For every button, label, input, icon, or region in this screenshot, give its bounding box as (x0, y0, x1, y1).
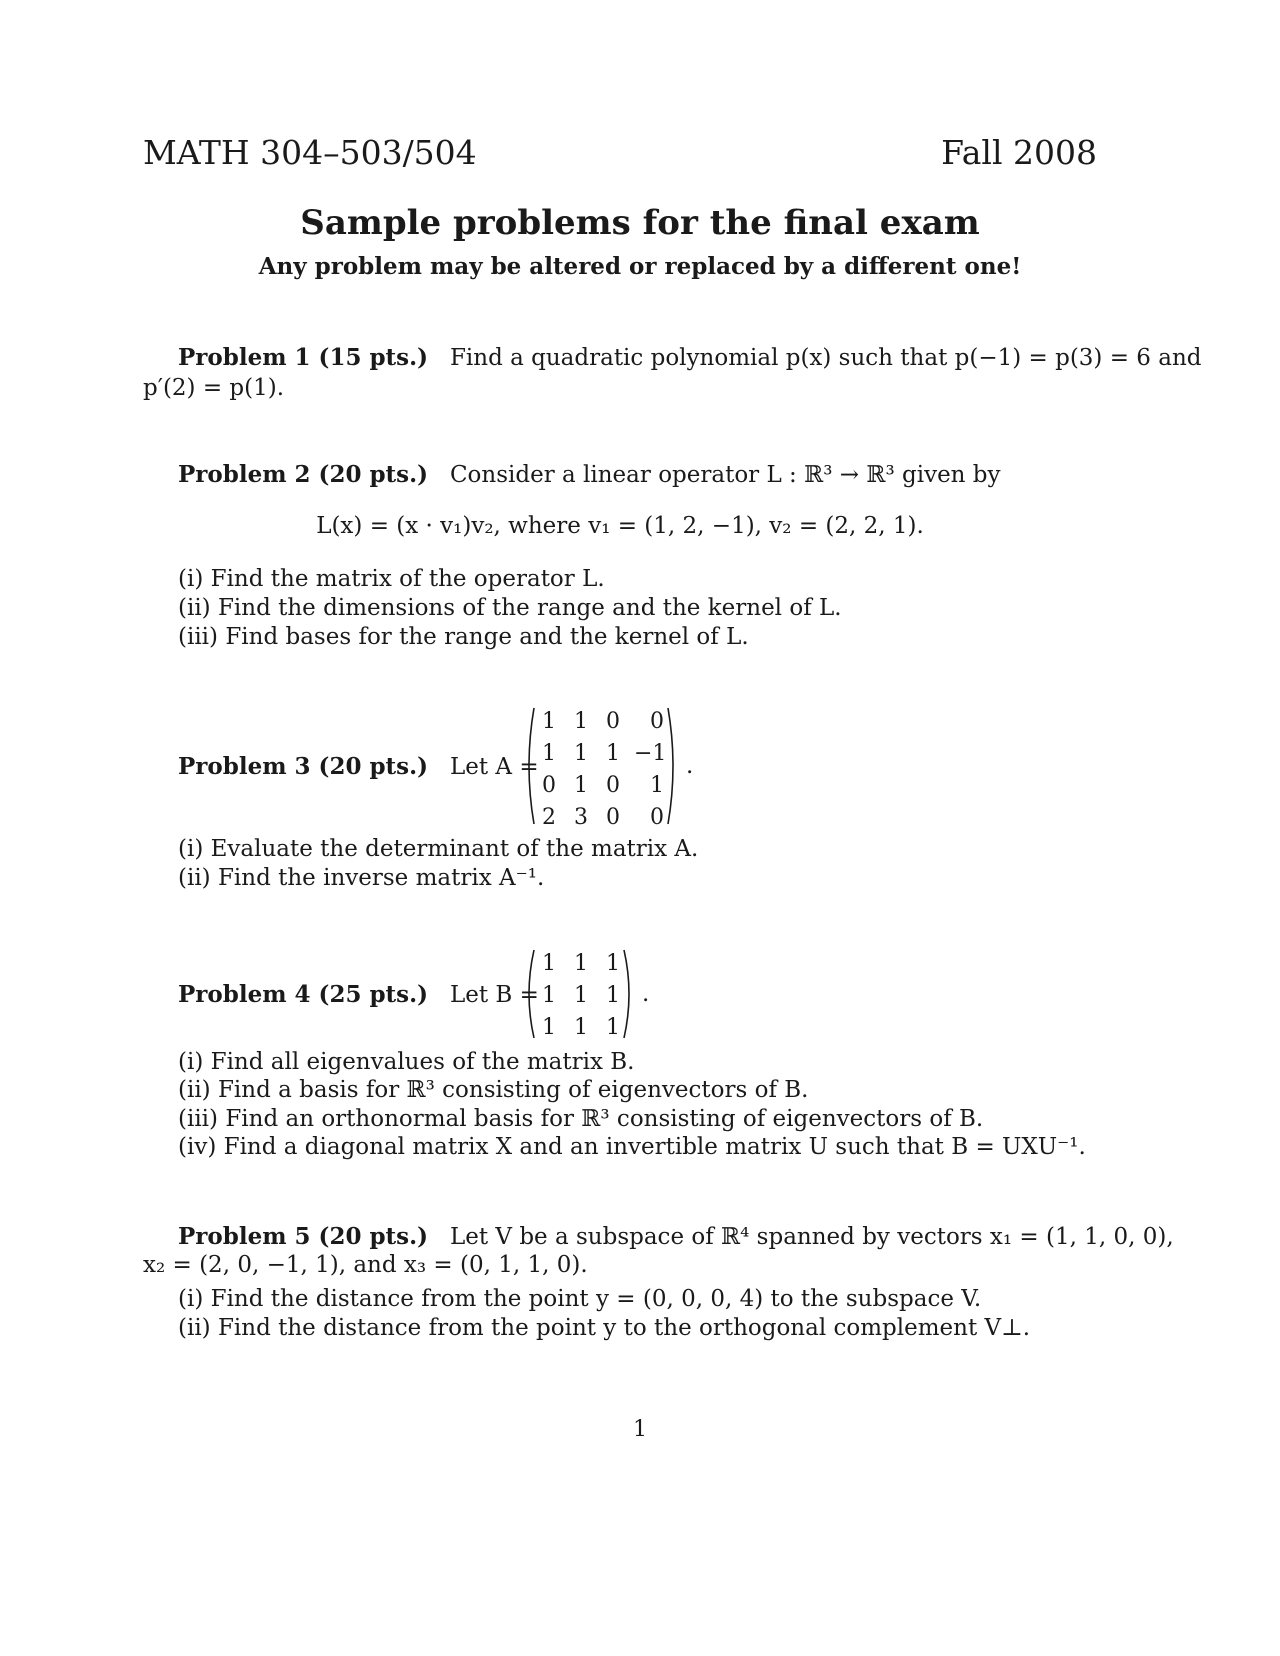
matrix-cell: 1 (542, 1015, 556, 1040)
matrix-cell: 0 (650, 805, 664, 830)
matrix-cell: 1 (542, 709, 556, 734)
right-paren (666, 706, 680, 826)
matrix-a-grid (536, 706, 667, 830)
matrix-cell: 1 (650, 773, 664, 798)
problem-1-heading: Problem 1 (15 pts.) (178, 344, 429, 371)
matrix-cell: 0 (606, 805, 620, 830)
matrix-b-period: . (642, 981, 650, 1007)
matrix-cell: 1 (574, 983, 588, 1008)
problem-4-let: Let B = (449, 982, 539, 1008)
problem-1-continuation: p′(2) = p(1). (143, 375, 285, 401)
matrix-cell: 1 (606, 1015, 620, 1040)
problem-3-heading: Problem 3 (20 pts.) (178, 753, 429, 780)
left-paren (522, 948, 536, 1040)
problem-2-intro: Consider a linear operator L : ℝ³ → ℝ³ given by (449, 462, 1001, 488)
matrix-cell: 1 (542, 983, 556, 1008)
problem-5-part-i: (i) Find the distance from the point y = (0, 0, 0, 4) to the subspace V. (178, 1286, 982, 1312)
matrix-cell: 1 (606, 741, 620, 766)
course-header: MATH 304–503/504 (143, 133, 477, 172)
problem-4-part-iv: (iv) Find a diagonal matrix X and an invertible matrix U such that B = UXU⁻¹. (178, 1134, 1086, 1160)
page-number: 1 (633, 1417, 647, 1442)
problem-2-formula: L(x) = (x · v₁)v₂, where v₁ = (1, 2, −1), v₂ = (2, 2, 1). (316, 513, 924, 539)
problem-3 (178, 753, 539, 780)
matrix-cell: 1 (574, 709, 588, 734)
matrix-cell: 3 (574, 805, 588, 830)
problem-2-part-ii: (ii) Find the dimensions of the range and the kernel of L. (178, 595, 842, 621)
matrix-cell: 1 (574, 741, 588, 766)
right-paren (622, 948, 636, 1040)
problem-5 (178, 1223, 1174, 1250)
matrix-a-period: . (686, 753, 694, 779)
problem-5-continuation: x₂ = (2, 0, −1, 1), and x₃ = (0, 1, 1, 0). (143, 1252, 588, 1278)
problem-1-text: Find a quadratic polynomial p(x) such that p(−1) = p(3) = 6 and (449, 345, 1202, 371)
problem-4-heading: Problem 4 (25 pts.) (178, 981, 429, 1008)
problem-4-part-ii: (ii) Find a basis for ℝ³ consisting of eigenvectors of B. (178, 1077, 809, 1103)
matrix-cell: 1 (606, 951, 620, 976)
problem-2-heading: Problem 2 (20 pts.) (178, 461, 429, 488)
matrix-cell: 1 (542, 741, 556, 766)
matrix-cell: 0 (606, 773, 620, 798)
page-title: Sample problems for the final exam (300, 203, 980, 243)
matrix-b (522, 948, 649, 1040)
matrix-cell: 2 (542, 805, 556, 830)
problem-5-text: Let V be a subspace of ℝ⁴ spanned by vectors x₁ = (1, 1, 0, 0), (449, 1224, 1174, 1250)
left-paren (522, 706, 536, 826)
problem-3-let: Let A = (449, 754, 539, 780)
matrix-cell: 0 (650, 709, 664, 734)
matrix-cell: 0 (542, 773, 556, 798)
matrix-b-grid (536, 948, 622, 1040)
problem-3-part-ii: (ii) Find the inverse matrix A⁻¹. (178, 865, 545, 891)
problem-4-part-iii: (iii) Find an orthonormal basis for ℝ³ consisting of eigenvectors of B. (178, 1106, 984, 1132)
matrix-cell: 1 (606, 983, 620, 1008)
problem-1 (178, 344, 1202, 371)
matrix-cell: −1 (634, 741, 667, 766)
matrix-a (522, 706, 694, 830)
problem-2 (178, 461, 1001, 488)
problem-3-part-i: (i) Evaluate the determinant of the matrix A. (178, 836, 699, 862)
problem-2-part-i: (i) Find the matrix of the operator L. (178, 566, 605, 592)
matrix-cell: 1 (574, 951, 588, 976)
problem-5-heading: Problem 5 (20 pts.) (178, 1223, 429, 1250)
matrix-cell: 1 (574, 773, 588, 798)
page-subtitle: Any problem may be altered or replaced by a different one! (258, 253, 1022, 280)
problem-5-part-ii: (ii) Find the distance from the point y to the orthogonal complement V⊥. (178, 1315, 1031, 1341)
problem-2-part-iii: (iii) Find bases for the range and the kernel of L. (178, 624, 749, 650)
matrix-cell: 1 (574, 1015, 588, 1040)
problem-4 (178, 981, 539, 1008)
term-header: Fall 2008 (941, 133, 1097, 172)
matrix-cell: 1 (542, 951, 556, 976)
problem-4-part-i: (i) Find all eigenvalues of the matrix B. (178, 1049, 635, 1075)
matrix-cell: 0 (606, 709, 620, 734)
